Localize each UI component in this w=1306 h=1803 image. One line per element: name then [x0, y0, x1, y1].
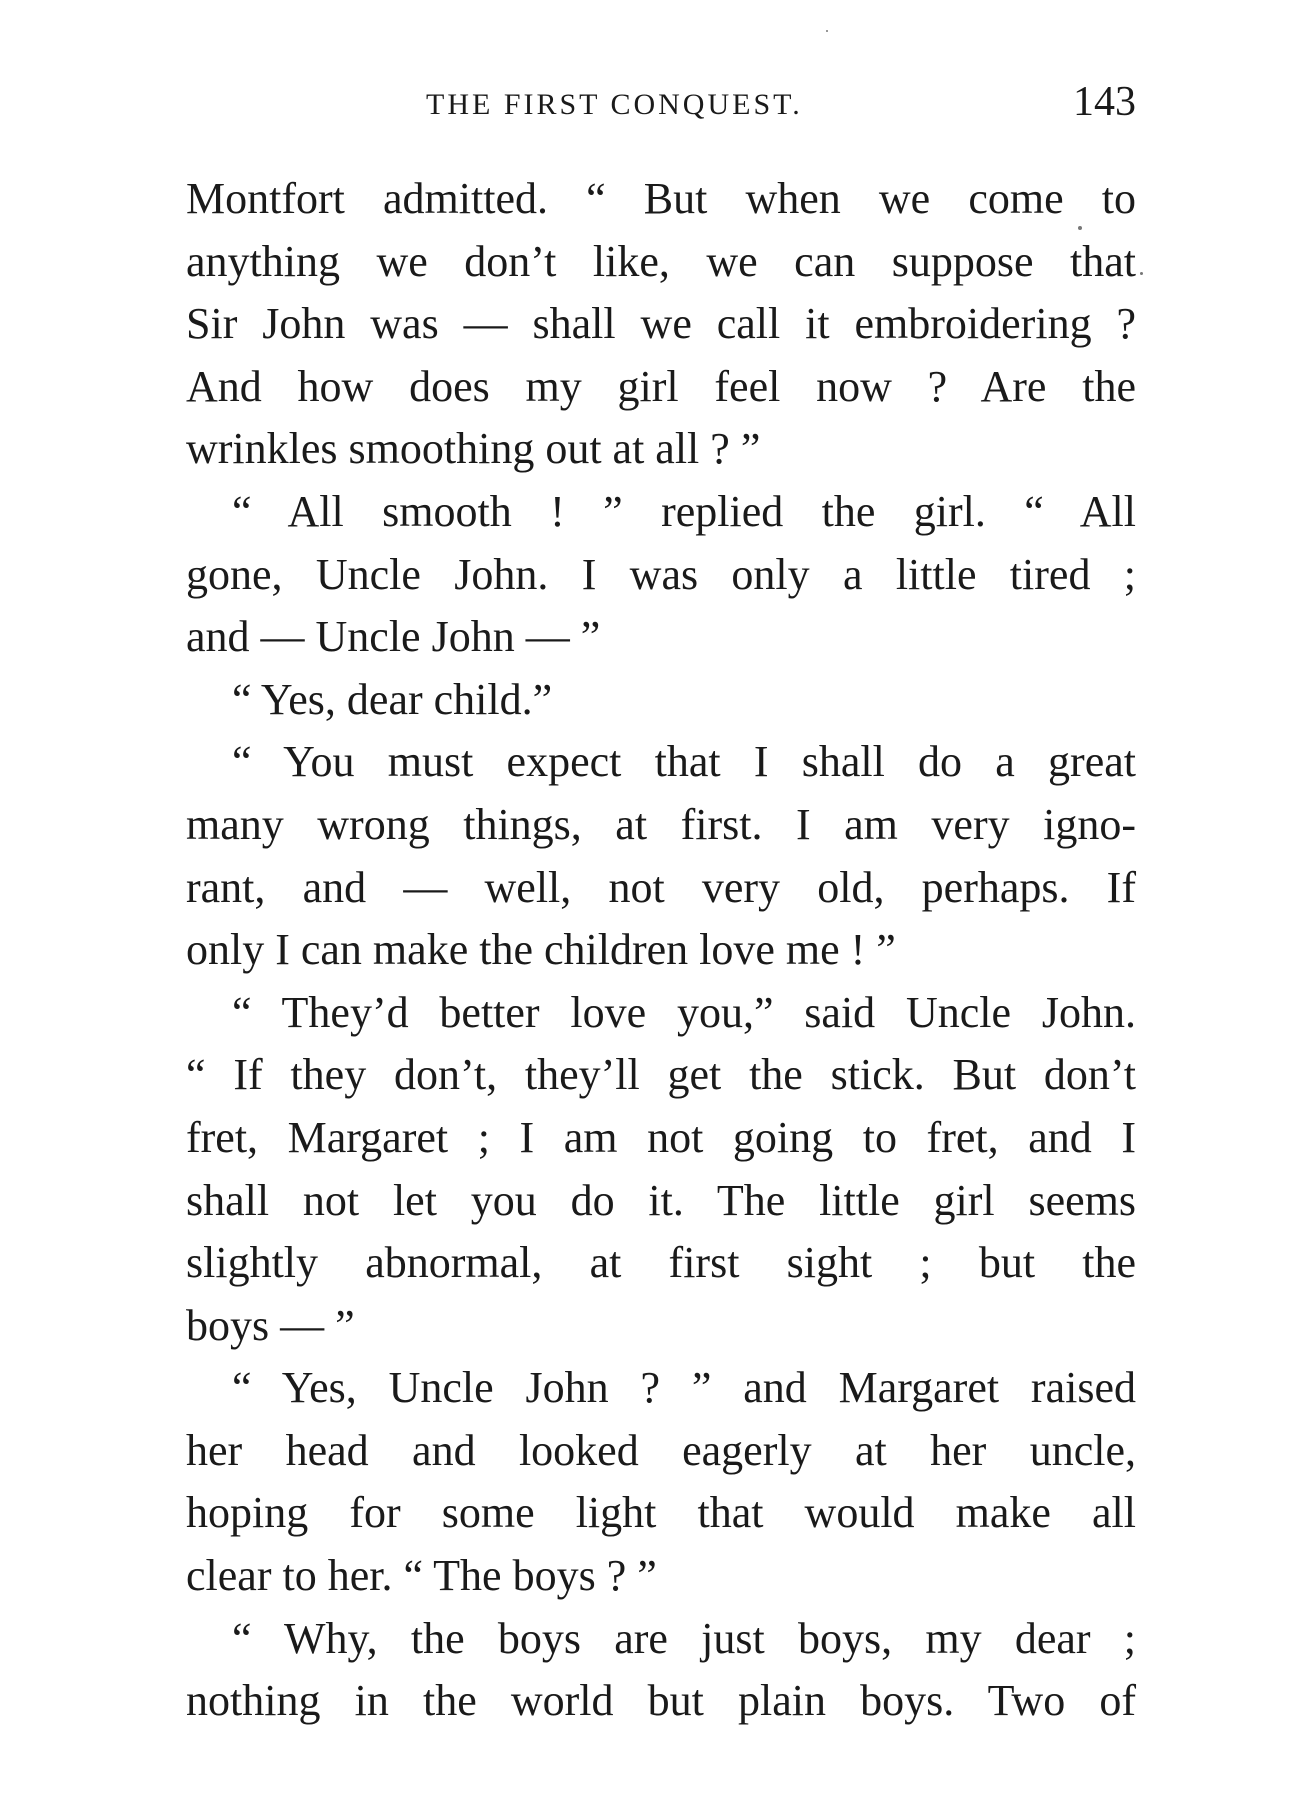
- text-line: shall not let you do it. The little girl seems: [186, 1175, 1136, 1225]
- text-line: boys — ”: [186, 1300, 355, 1350]
- text-line: “ If they don’t, they’ll get the stick. But don’t: [186, 1050, 1136, 1100]
- text-line: “ Why, the boys are just boys, my dear ;: [232, 1613, 1136, 1663]
- text-line: slightly abnormal, at first sight ; but the: [186, 1238, 1136, 1288]
- text-line: rant, and — well, not very old, perhaps. If: [186, 862, 1136, 912]
- text-line: Montfort admitted. “ But when we come to: [186, 174, 1136, 223]
- text-line: Sir John was — shall we call it embroidering ?: [186, 299, 1136, 349]
- running-head: [186, 80, 1136, 130]
- text-line: wrinkles smoothing out at all ? ”: [186, 424, 761, 474]
- text-line: only I can make the children love me ! ”: [186, 925, 896, 975]
- running-title: THE FIRST CONQUEST.: [426, 88, 803, 121]
- text-line: “ They’d better love you,” said Uncle John.: [232, 987, 1136, 1037]
- text-line: “ Yes, Uncle John ? ” and Margaret raised: [232, 1363, 1136, 1413]
- scan-speck: [826, 30, 828, 32]
- scan-speck: [1140, 272, 1143, 275]
- text-line: “ Yes, dear child.”: [232, 674, 553, 724]
- text-line: fret, Margaret ; I am not going to fret, and I: [186, 1112, 1136, 1162]
- text-line: “ You must expect that I shall do a great: [232, 737, 1136, 787]
- text-line: “ All smooth ! ” replied the girl. “ All: [232, 486, 1136, 536]
- text-line: and — Uncle John — ”: [186, 612, 601, 662]
- body-text: [186, 168, 1136, 1733]
- text-line: gone, Uncle John. I was only a little tired ;: [186, 549, 1136, 599]
- text-line: anything we don’t like, we can suppose that: [186, 236, 1136, 286]
- text-line: And how does my girl feel now ? Are the: [186, 361, 1136, 411]
- text-line: her head and looked eagerly at her uncle,: [186, 1425, 1136, 1475]
- text-line: hoping for some light that would make all: [186, 1488, 1136, 1538]
- page-number: 143: [1073, 79, 1136, 125]
- text-line: many wrong things, at first. I am very igno-: [186, 799, 1136, 849]
- text-line: clear to her. “ The boys ? ”: [186, 1551, 657, 1601]
- text-line: nothing in the world but plain boys. Two of: [186, 1676, 1136, 1726]
- scan-speck: [1078, 226, 1082, 230]
